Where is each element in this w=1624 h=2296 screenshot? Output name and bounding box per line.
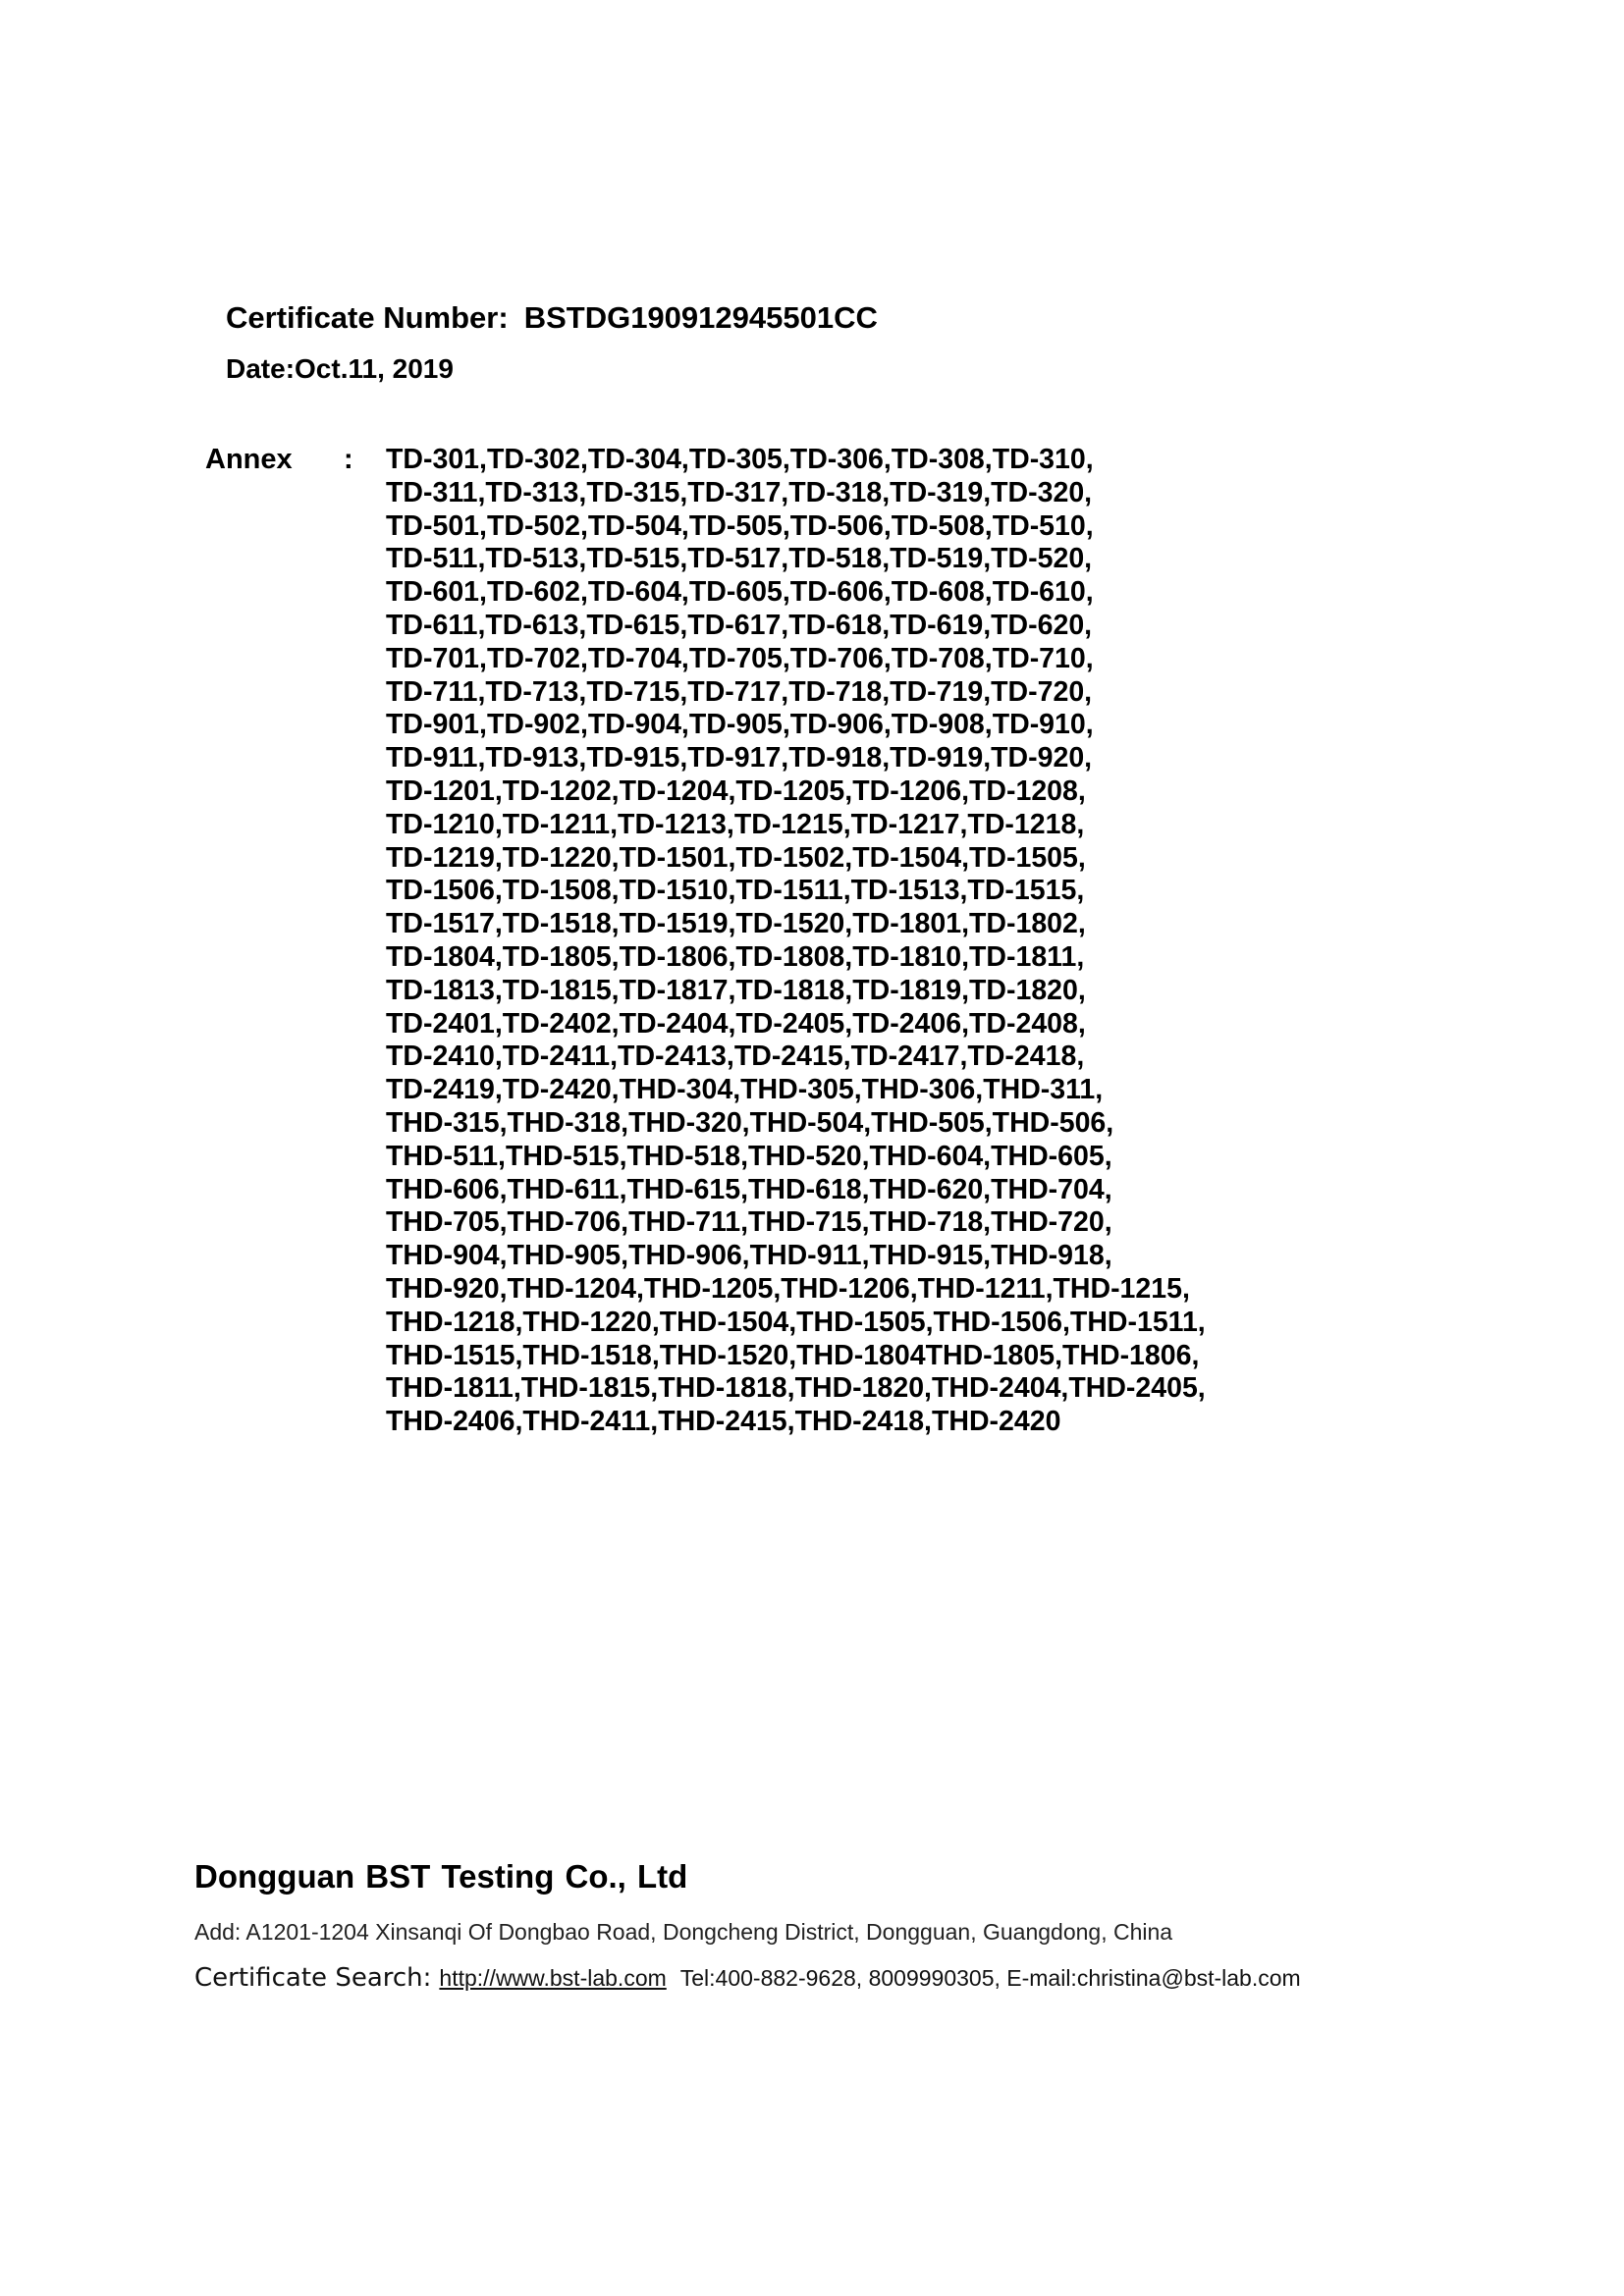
- annex-line: TD-311,TD-313,TD-315,TD-317,TD-318,TD-319,TD-320,: [386, 476, 1093, 508]
- website-link[interactable]: http://www.bst-lab.com: [439, 1965, 667, 1991]
- annex-line: TD-1506,TD-1508,TD-1510,TD-1511,TD-1513,TD-1515,: [386, 875, 1085, 907]
- company-address: Add: A1201-1204 Xinsanqi Of Dongbao Road, Dongcheng District, Dongguan, Guangdong, China: [194, 1919, 1173, 1945]
- certificate-number-label: Certificate Number:: [226, 300, 509, 335]
- annex-line: TD-301,TD-302,TD-304,TD-305,TD-306,TD-308,TD-310,: [386, 444, 1094, 475]
- annex-line: TD-501,TD-502,TD-504,TD-505,TD-506,TD-508,TD-510,: [386, 509, 1094, 542]
- annex-line: THD-606,THD-611,THD-615,THD-618,THD-620,THD-704,: [386, 1173, 1112, 1205]
- annex-line: TD-2401,TD-2402,TD-2404,TD-2405,TD-2406,TD-2408,: [386, 1007, 1086, 1040]
- annex-line: TD-1219,TD-1220,TD-1501,TD-1502,TD-1504,TD-1505,: [386, 841, 1086, 874]
- annex-line: THD-2406,THD-2411,THD-2415,THD-2418,THD-2420: [386, 1406, 1061, 1438]
- annex-line: TD-711,TD-713,TD-715,TD-717,TD-718,TD-719,TD-720,: [386, 675, 1093, 708]
- annex-line: THD-1811,THD-1815,THD-1818,THD-1820,THD-2404,THD-2405,: [386, 1372, 1206, 1405]
- annex-line: THD-904,THD-905,THD-906,THD-911,THD-915,THD-918,: [386, 1240, 1112, 1272]
- annex-line: TD-901,TD-902,TD-904,TD-905,TD-906,TD-908,TD-910,: [386, 709, 1094, 741]
- company-name: Dongguan BST Testing Co., Ltd: [194, 1858, 688, 1895]
- annex-label: Annex: [205, 444, 293, 475]
- annex-line: TD-1804,TD-1805,TD-1806,TD-1808,TD-1810,TD-1811,: [386, 940, 1085, 973]
- certificate-search-label: Certificate Search:: [194, 1963, 432, 1993]
- contact-details: Tel:400-882-9628, 8009990305, E-mail:christina@bst-lab.com: [679, 1965, 1301, 1991]
- annex-line: THD-511,THD-515,THD-518,THD-520,THD-604,THD-605,: [386, 1140, 1112, 1172]
- annex-line: TD-2419,TD-2420,THD-304,THD-305,THD-306,THD-311,: [386, 1074, 1104, 1106]
- annex-line: THD-705,THD-706,THD-711,THD-715,THD-718,THD-720,: [386, 1206, 1112, 1239]
- annex-model-list: [386, 444, 1544, 1439]
- annex-line: TD-601,TD-602,TD-604,TD-605,TD-606,TD-608,TD-610,: [386, 576, 1094, 609]
- annex-separator: :: [344, 444, 353, 475]
- annex-line: THD-315,THD-318,THD-320,THD-504,THD-505,THD-506,: [386, 1106, 1114, 1139]
- annex-line: TD-1201,TD-1202,TD-1204,TD-1205,TD-1206,TD-1208,: [386, 774, 1086, 807]
- annex-line: TD-1210,TD-1211,TD-1213,TD-1215,TD-1217,TD-1218,: [386, 808, 1085, 840]
- annex-line: TD-1517,TD-1518,TD-1519,TD-1520,TD-1801,TD-1802,: [386, 908, 1086, 940]
- annex-line: TD-1813,TD-1815,TD-1817,TD-1818,TD-1819,TD-1820,: [386, 974, 1086, 1006]
- annex-line: TD-2410,TD-2411,TD-2413,TD-2415,TD-2417,TD-2418,: [386, 1041, 1085, 1073]
- annex-line: TD-511,TD-513,TD-515,TD-517,TD-518,TD-519,TD-520,: [386, 543, 1093, 575]
- annex-line: TD-911,TD-913,TD-915,TD-917,TD-918,TD-919,TD-920,: [386, 742, 1093, 774]
- company-contact-line: [194, 1963, 1301, 1993]
- annex-line: THD-920,THD-1204,THD-1205,THD-1206,THD-1211,THD-1215,: [386, 1272, 1190, 1305]
- certificate-number-value: BSTDG190912945501CC: [523, 300, 878, 335]
- annex-line: TD-611,TD-613,TD-615,TD-617,TD-618,TD-619,TD-620,: [386, 609, 1093, 641]
- annex-line: TD-701,TD-702,TD-704,TD-705,TD-706,TD-708,TD-710,: [386, 642, 1094, 674]
- annex-line: THD-1218,THD-1220,THD-1504,THD-1505,THD-1506,THD-1511,: [386, 1306, 1206, 1338]
- certificate-number: [226, 300, 878, 336]
- annex-line: THD-1515,THD-1518,THD-1520,THD-1804THD-1805,THD-1806,: [386, 1339, 1200, 1371]
- certificate-date: Date:Oct.11, 2019: [226, 353, 454, 384]
